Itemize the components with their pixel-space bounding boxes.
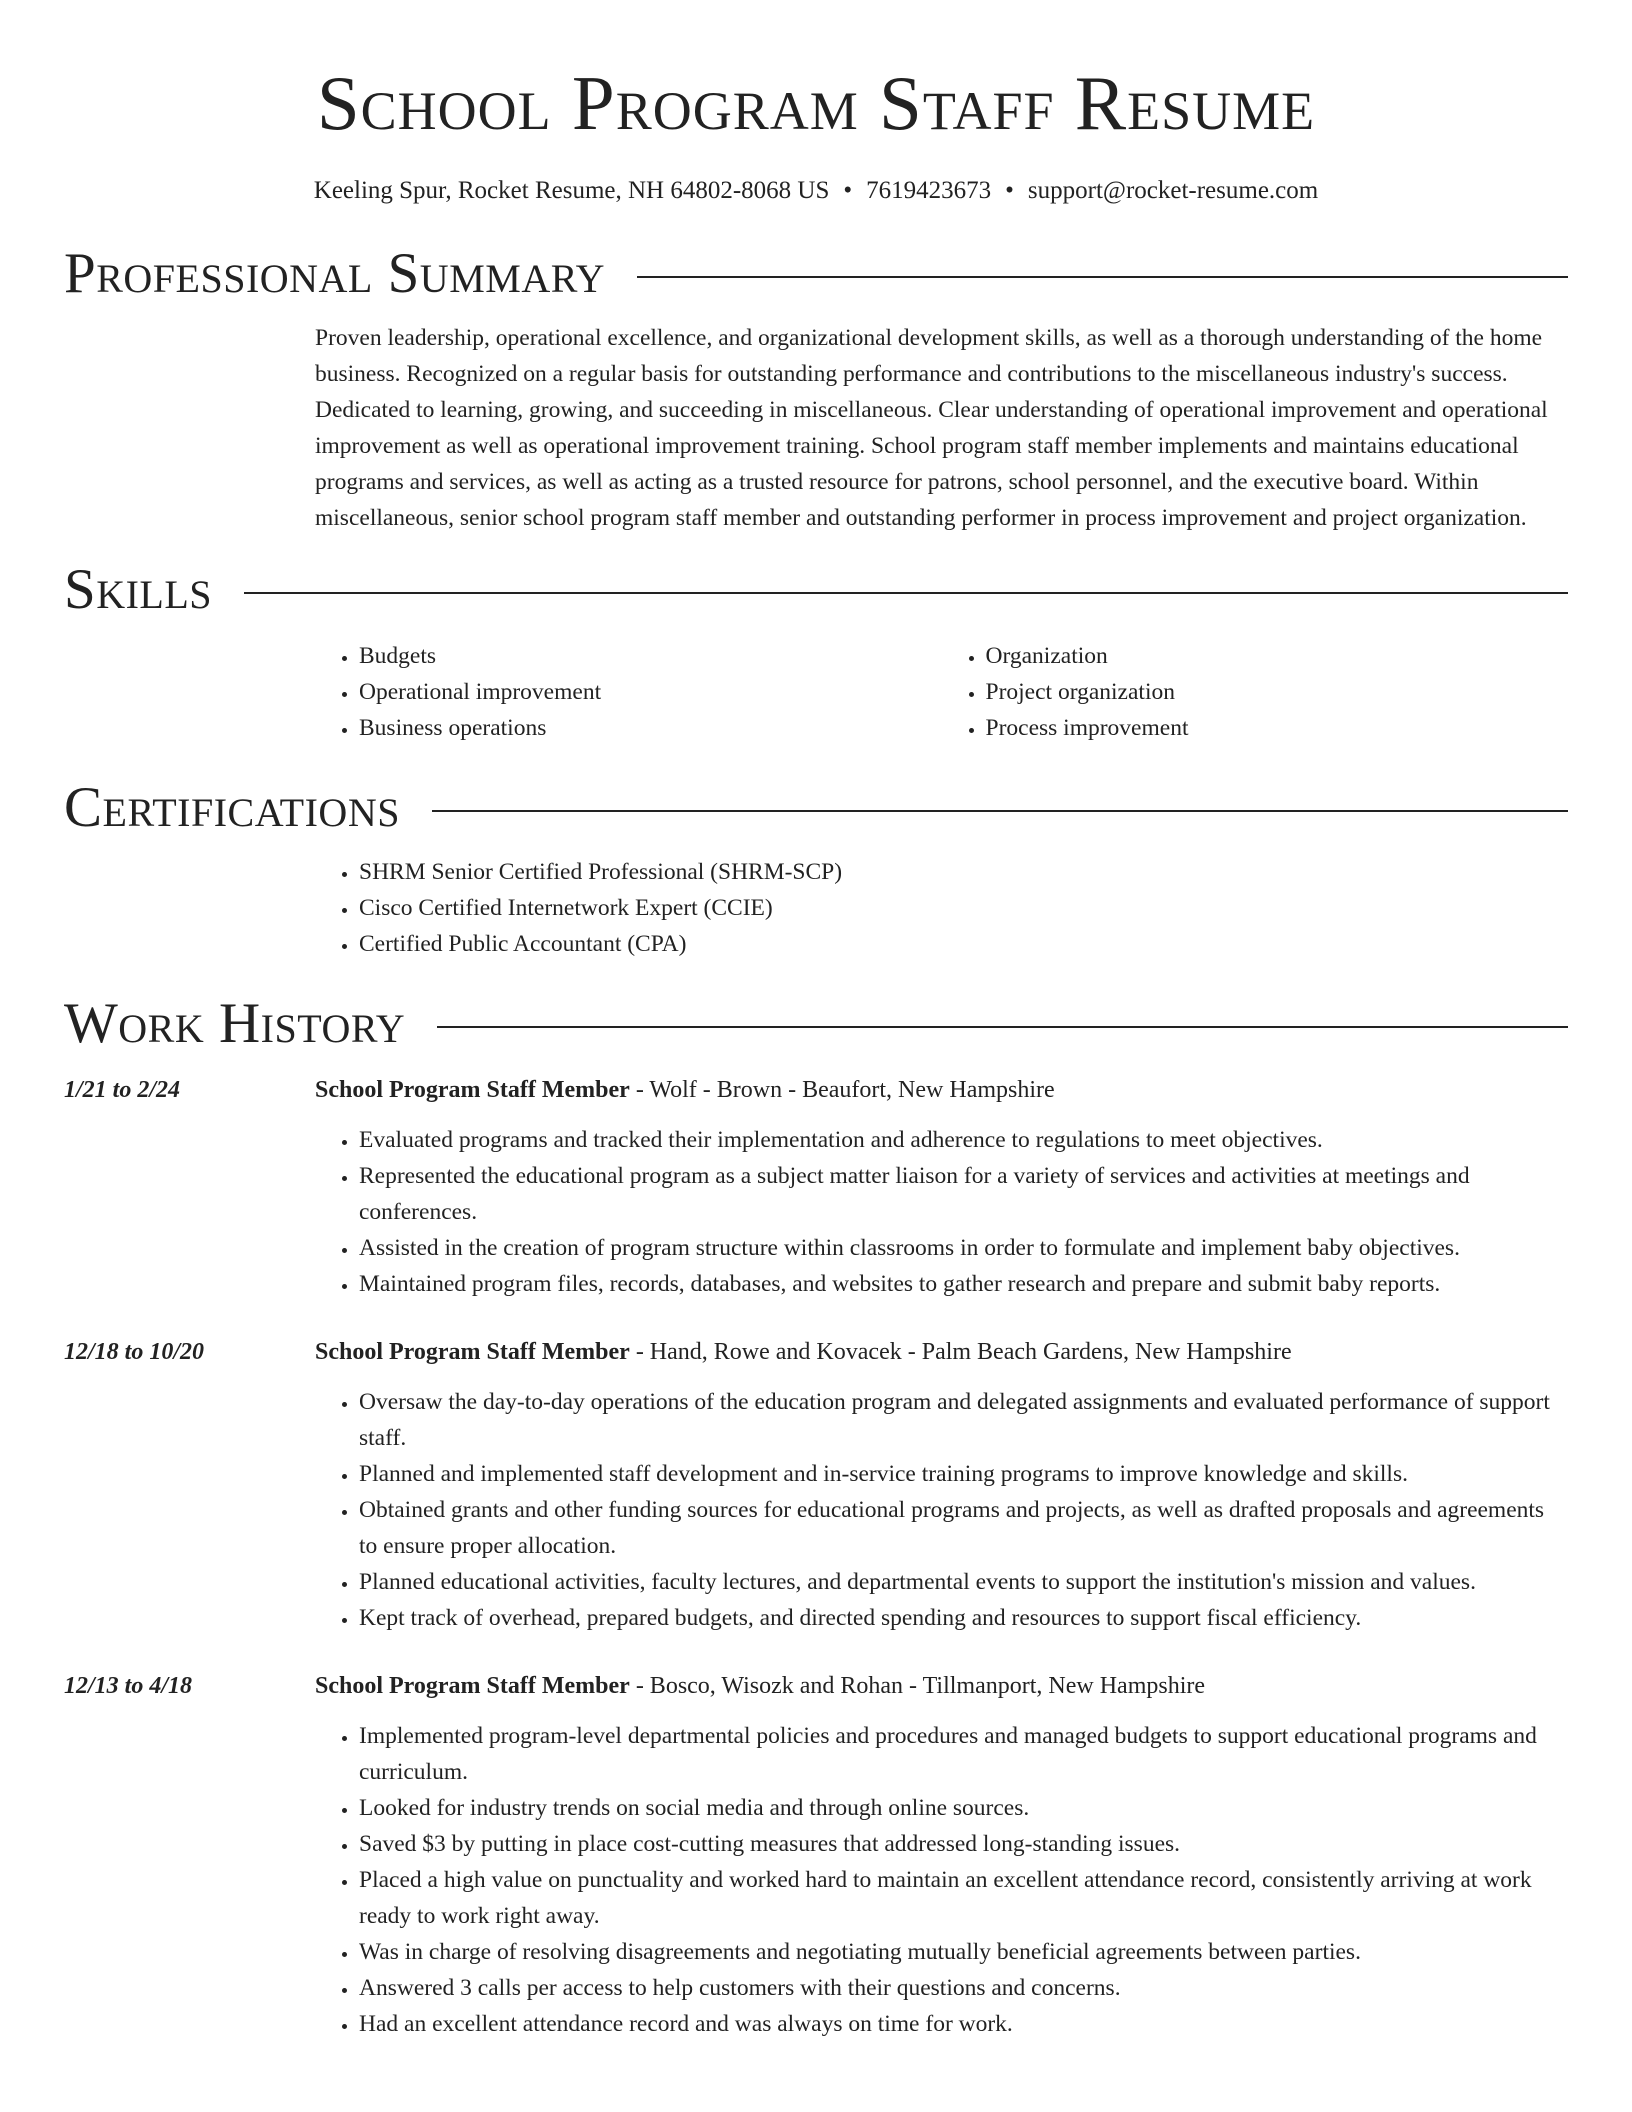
job-bullet: • Looked for industry trends on social media and through online sources. [359,1790,1568,1826]
job-body [315,1072,1568,1302]
job-dates: 12/18 to 10/20 [64,1339,205,1365]
job-role: School Program Staff Member [315,1339,630,1365]
certifications-section-header [64,776,1568,840]
certifications-heading: Certifications [64,776,400,839]
skills-column-right [942,638,1569,746]
job-bullet: • Planned and implemented staff development and in-service training programs to improve knowledge and skills. [359,1456,1568,1492]
job-bullet: • Oversaw the day-to-day operations of the education program and delegated assignments and evaluated performance of support staff. [359,1384,1568,1456]
skill-item: • Project organization [986,674,1569,710]
job-entry [64,1334,1568,1636]
job-headline [315,1072,1568,1108]
job-bullet: • Was in charge of resolving disagreements and negotiating mutually beneficial agreements between parties. [359,1934,1568,1970]
work-history-section-header [64,992,1568,1056]
section-divider [244,592,1568,594]
skill-item: • Operational improvement [359,674,942,710]
job-bullet: • Planned educational activities, faculty lectures, and departmental events to support the institution's mission and values. [359,1564,1568,1600]
job-bullet: • Evaluated programs and tracked their implementation and adherence to regulations to meet objectives. [359,1122,1568,1158]
job-bullets [315,1718,1568,2042]
job-employer-location: - Hand, Rowe and Kovacek - Palm Beach Gardens, New Hampshire [629,1339,1292,1365]
contact-address: Keeling Spur, Rocket Resume, NH 64802-8068 US [313,177,830,204]
skill-item: • Budgets [359,638,942,674]
summary-heading: Professional Summary [64,242,606,305]
job-headline [315,1668,1568,1704]
skills-list [315,638,1568,746]
job-bullet: • Maintained program files, records, databases, and websites to gather research and prepare and submit baby reports. [359,1266,1568,1302]
section-divider [432,810,1568,812]
contact-separator: • [1005,177,1014,204]
contact-phone: 7619423673 [866,177,992,204]
summary-text: Proven leadership, operational excellence, and organizational development skills, as well as a thorough understanding of the home business. Recognized on a regular basis for outstanding performance and contributions to the miscellaneous industry's success. Dedicated to learning, growing, and succeeding in miscellaneous. Clear understanding of operational improvement and operational improvement as well as operational improvement training. School program staff member implements and maintains educational programs and services, as well as acting as a trusted resource for patrons, school personnel, and the executive board. Within miscellaneous, senior school program staff member and outstanding performer in process improvement and project organization. [315,325,1548,531]
job-bullets [315,1384,1568,1636]
skills-column-left [315,638,942,746]
job-bullets [315,1122,1568,1302]
job-headline [315,1334,1568,1370]
certification-item: • Cisco Certified Internetwork Expert (CCIE) [359,890,1568,926]
skill-item: • Process improvement [986,710,1569,746]
job-body [315,1668,1568,2042]
certification-item: • SHRM Senior Certified Professional (SHRM-SCP) [359,854,1568,890]
job-employer-location: - Wolf - Brown - Beaufort, New Hampshire [629,1077,1055,1103]
section-divider [437,1026,1568,1028]
work-history-heading: Work History [64,992,406,1055]
job-entry [64,1668,1568,2042]
skill-item: • Organization [986,638,1569,674]
job-bullet: • Had an excellent attendance record and was always on time for work. [359,2006,1568,2042]
job-bullet: • Placed a high value on punctuality and worked hard to maintain an excellent attendance record, consistently arriving at work ready to work right away. [359,1862,1568,1934]
contact-line [64,176,1568,206]
job-bullet: • Saved $3 by putting in place cost-cutting measures that addressed long-standing issues. [359,1826,1568,1862]
job-entry [64,1072,1568,1302]
job-bullet: • Implemented program-level departmental policies and procedures and managed budgets to support educational programs and curriculum. [359,1718,1568,1790]
job-bullet: • Represented the educational program as a subject matter liaison for a variety of services and activities at meetings and conferences. [359,1158,1568,1230]
skills-section-header [64,558,1568,622]
job-dates: 12/13 to 4/18 [64,1673,193,1699]
summary-section-header [64,242,1568,306]
job-employer-location: - Bosco, Wisozk and Rohan - Tillmanport, New Hampshire [629,1673,1206,1699]
job-bullet: • Assisted in the creation of program structure within classrooms in order to formulate and implement baby objectives. [359,1230,1568,1266]
job-bullet: • Kept track of overhead, prepared budgets, and directed spending and resources to support fiscal efficiency. [359,1600,1568,1636]
section-divider [637,276,1568,278]
resume-title: School Program Staff Resume [316,60,1316,146]
certification-item: • Certified Public Accountant (CPA) [359,926,1568,962]
skills-heading: Skills [64,558,213,621]
job-role: School Program Staff Member [315,1673,630,1699]
certifications-list [315,854,1568,962]
skill-item: • Business operations [359,710,942,746]
job-bullet: • Answered 3 calls per access to help customers with their questions and concerns. [359,1970,1568,2006]
job-body [315,1334,1568,1636]
contact-email[interactable]: support@rocket-resume.com [1027,177,1319,204]
contact-separator: • [843,177,853,204]
job-bullet: • Obtained grants and other funding sources for educational programs and projects, as well as drafted proposals and agreements to ensure proper allocation. [359,1492,1568,1564]
job-role: School Program Staff Member [315,1077,630,1103]
job-dates: 1/21 to 2/24 [64,1077,181,1103]
